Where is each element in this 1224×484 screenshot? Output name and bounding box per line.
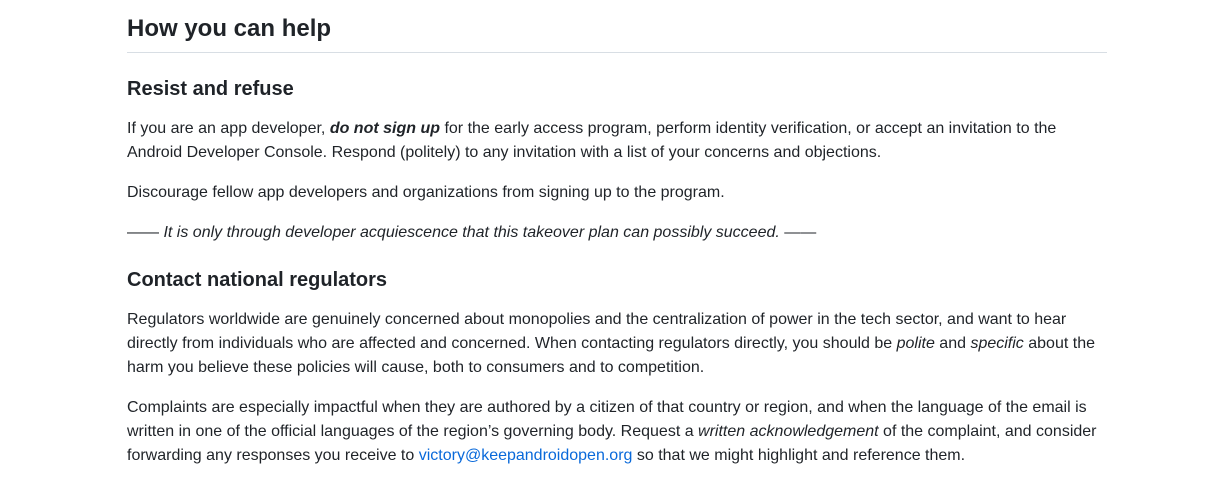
emphasis-written-acknowledgement: written acknowledgement	[698, 423, 879, 440]
email-link[interactable]: victory@keepandroidopen.org	[418, 447, 633, 464]
section-title: How you can help	[127, 0, 1107, 53]
text-run: Complaints are especially impactful when they are authored by a citizen of that country or region, and when the language of the email is written in one of the official languages of the region’s governing body. Request a	[127, 399, 1087, 440]
text-run: Regulators worldwide are genuinely concerned about monopolies and the centralization of power in the tech sector, and want to hear directly from individuals who are affected and concerned. When contacting regulators directly, you should be	[127, 311, 1067, 352]
emphasis-polite: polite	[896, 335, 935, 352]
text-run: of the complaint, and consider forwarding any responses you receive to	[127, 423, 1097, 464]
emphasis-specific: specific	[970, 335, 1024, 352]
paragraph-regulators-concern	[127, 308, 1107, 380]
dash-right: ——	[779, 224, 817, 241]
emphasis-text: do not sign up	[329, 120, 441, 137]
paragraph-discourage: Discourage fellow app developers and organizations from signing up to the program.	[127, 184, 725, 201]
text-run: for the early access program, perform identity verification, or accept an invitation to the Android Developer Console. Respond (politely) to any invitation with a list of your concerns and objections.	[127, 120, 1057, 161]
dash-left: ——	[127, 224, 164, 241]
quote-text: It is only through developer acquiescence that this takeover plan can possibly succeed.	[163, 224, 780, 241]
emphasis-do-not-sign-up	[330, 120, 440, 137]
heading-contact-regulators: Contact national regulators	[127, 269, 388, 291]
text-run: If you are an app developer,	[127, 120, 330, 137]
paragraph-complaints	[127, 396, 1107, 468]
heading-resist-and-refuse: Resist and refuse	[127, 78, 294, 100]
article-content	[127, 0, 1107, 468]
text-run: about the harm you believe these policies will cause, both to consumers and to competition.	[127, 335, 1095, 376]
paragraph-developer-advice	[127, 117, 1107, 165]
paragraph-quote	[127, 221, 1107, 245]
text-run: so that we might highlight and reference them.	[632, 447, 966, 464]
text-run: and	[934, 335, 971, 352]
